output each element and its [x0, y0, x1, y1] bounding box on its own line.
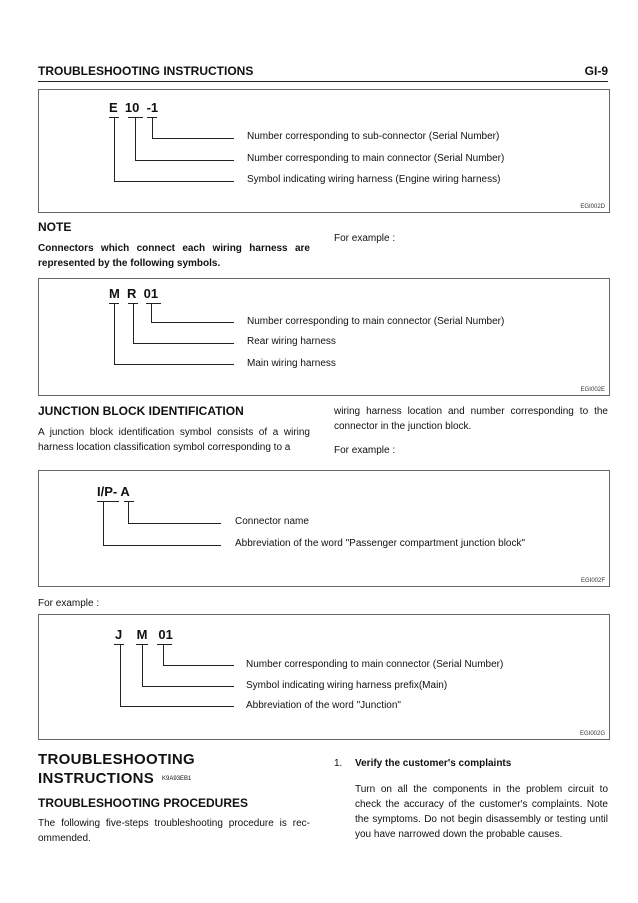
diagram-label: Main wiring harness	[247, 358, 336, 369]
leader-line	[128, 523, 221, 524]
leader-line	[133, 303, 134, 343]
leader-line	[151, 322, 234, 323]
diagram-label: Abbreviation of the word "Junction"	[246, 700, 401, 711]
leader-line	[135, 160, 234, 161]
procedures-title: TROUBLESHOOTING PROCEDURES	[38, 796, 249, 810]
diagram-jm01-box	[38, 614, 610, 740]
note-example: For example :	[334, 233, 396, 244]
underline	[157, 644, 172, 645]
leader-line	[114, 364, 234, 365]
underline	[97, 501, 119, 502]
leader-line	[120, 644, 121, 706]
leader-line	[114, 181, 234, 182]
section-code: K9A93EB1	[162, 776, 192, 782]
underline	[146, 303, 161, 304]
note-title: NOTE	[38, 220, 72, 234]
diagram-label: Connector name	[235, 516, 309, 527]
figure-id: EGI002D	[580, 204, 605, 210]
leader-line	[135, 117, 136, 160]
diagram-code: M R 01	[109, 286, 159, 301]
figure-id: EGI002F	[580, 578, 605, 584]
figure-id: EGI002G	[579, 731, 605, 737]
leader-line	[114, 303, 115, 364]
leader-line	[103, 501, 104, 545]
step-title: Verify the customer's complaints	[355, 758, 512, 769]
diagram-code: J M 01	[115, 627, 173, 642]
diagram-mr01-box	[38, 278, 610, 396]
junction-right-text: wiring harness location and number corresponding to the connector in the junction block.	[334, 406, 608, 432]
step-text: Turn on all the components in the problem circuit to check the accuracy of the customer's complaints. Note the symptoms. Do not begin disassembly or testing until you have narrowed down the probable causes.	[355, 784, 608, 840]
leader-line	[152, 138, 234, 139]
leader-line	[152, 117, 153, 138]
junction-title: JUNCTION BLOCK IDENTIFICATION	[38, 404, 244, 418]
junction-left-text: A junction block identification symbol consists of a wiring harness location classification symbol corresponding to a	[38, 427, 310, 453]
diagram-label: Number corresponding to sub-connector (Serial Number)	[247, 131, 500, 142]
diagram-label: Symbol indicating wiring harness prefix(Main)	[246, 680, 448, 691]
figure-id: EGI002E	[580, 387, 605, 393]
leader-line	[142, 686, 234, 687]
diagram-code: I/P- A	[97, 484, 130, 499]
page-header-title: TROUBLESHOOTING INSTRUCTIONS	[38, 64, 254, 78]
underline	[124, 501, 134, 502]
page-number: GI-9	[584, 64, 608, 78]
diagram-label: Number corresponding to main connector (Serial Number)	[247, 316, 505, 327]
leader-line	[128, 501, 129, 523]
troubleshooting-title-line1: TROUBLESHOOTING	[38, 751, 195, 768]
example-label: For example :	[38, 598, 100, 609]
diagram-label: Number corresponding to main connector (Serial Number)	[246, 659, 504, 670]
leader-line	[142, 644, 143, 686]
troubleshooting-title-line2: INSTRUCTIONS	[38, 770, 155, 787]
diagram-label: Rear wiring harness	[247, 336, 336, 347]
junction-example: For example :	[334, 445, 396, 456]
leader-line	[133, 343, 234, 344]
diagram-label: Number corresponding to main connector (Serial Number)	[247, 153, 505, 164]
step-number: 1.	[334, 758, 343, 769]
diagram-label: Abbreviation of the word "Passenger compartment junction block"	[235, 538, 526, 549]
leader-line	[163, 644, 164, 665]
diagram-e10-box	[38, 89, 610, 213]
leader-line	[163, 665, 234, 666]
diagram-ip-box	[38, 470, 610, 587]
leader-line	[151, 303, 152, 322]
procedures-text: The following five-steps troubleshooting procedure is rec-ommended.	[38, 818, 310, 844]
leader-line	[114, 117, 115, 181]
diagram-code: E 10 -1	[109, 100, 159, 115]
header-rule	[38, 81, 608, 82]
leader-line	[103, 545, 221, 546]
underline	[114, 644, 124, 645]
note-text: Connectors which connect each wiring harness are represented by the following symbols.	[38, 243, 310, 269]
leader-line	[120, 706, 234, 707]
diagram-label: Symbol indicating wiring harness (Engine wiring harness)	[247, 174, 501, 185]
